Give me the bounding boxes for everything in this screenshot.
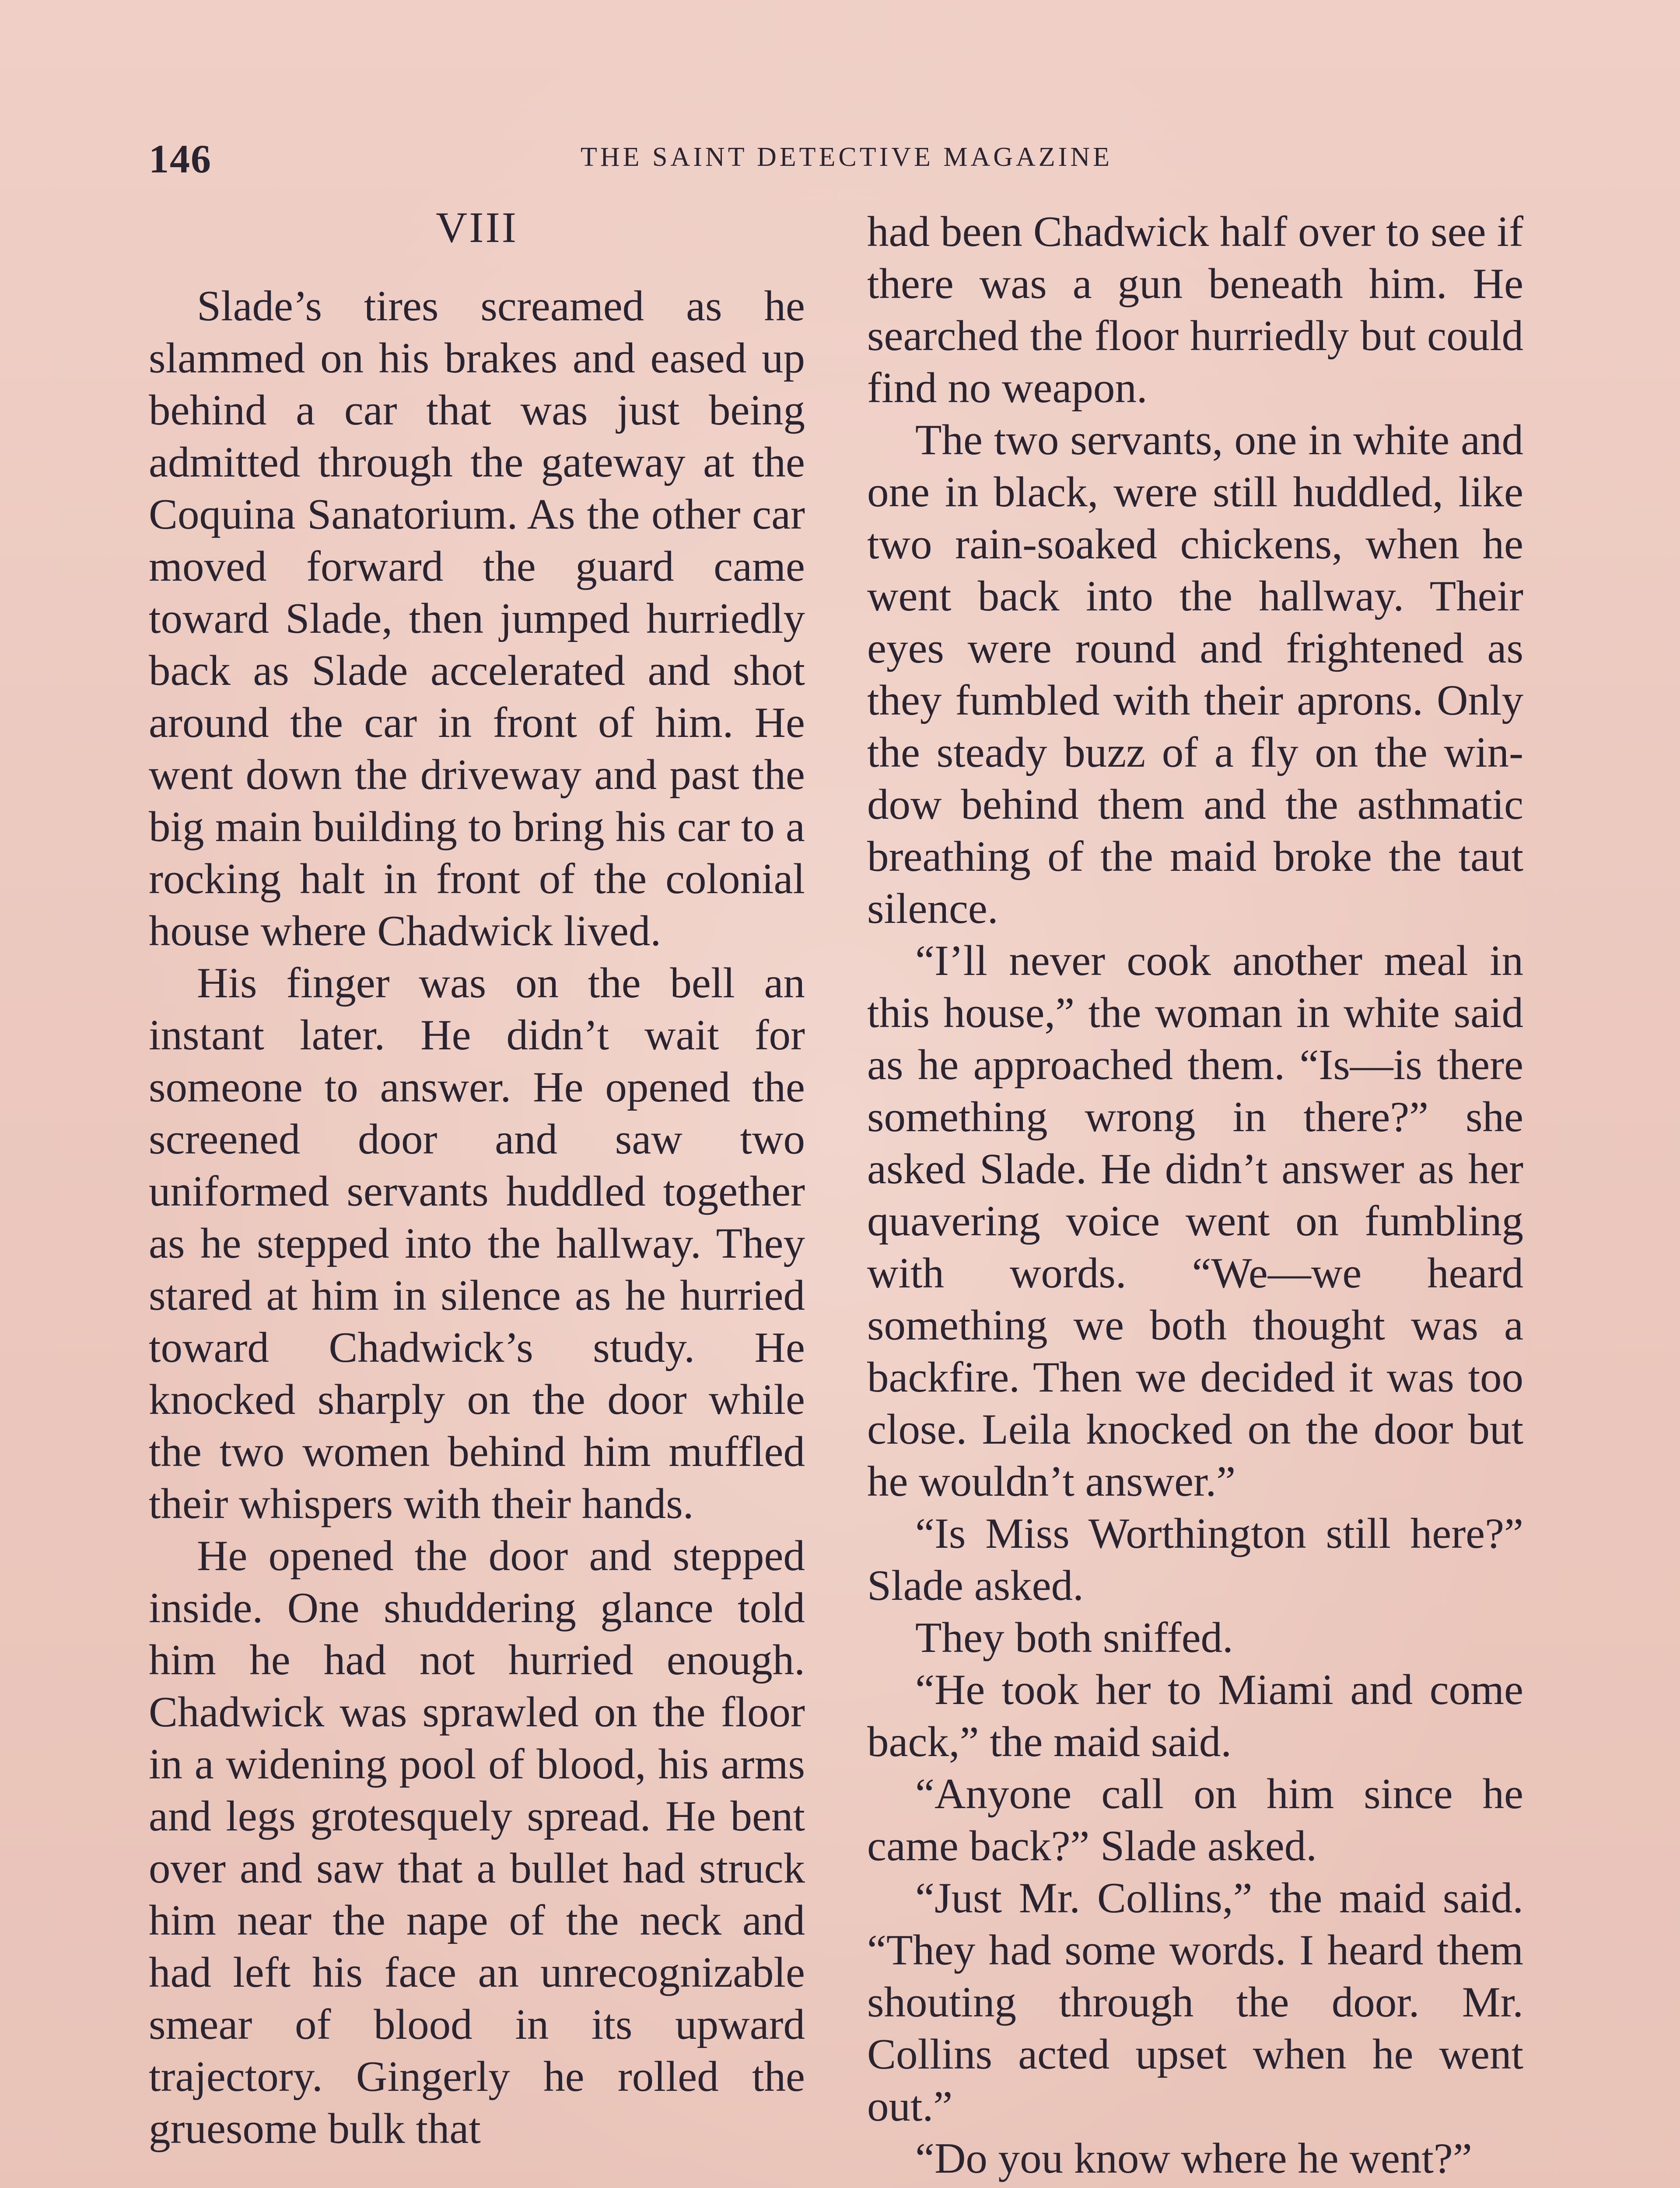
left-column: [149, 203, 805, 2155]
magazine-title: THE SAINT DETECTIVE MAGAZINE: [581, 142, 1113, 172]
page-number: 146: [149, 137, 212, 181]
paragraph: They both sniffed.: [915, 1614, 1233, 1662]
paragraph: “He took her to Miami and come back,” the maid said.: [867, 1666, 1523, 1766]
section-heading: VIII: [435, 203, 518, 252]
paragraph: He opened the door and stepped inside. One shuddering glance told him he had not hurried enough. Chadwick was sprawled on the floor in a widening pool of blood, his arms and legs grotesquely spread. He bent over and saw that a bullet had struck him near the nape of the neck and had left his face an unrecognizable smear of blood in its upward trajectory. Gingerly he rolled the gruesome bulk that: [149, 1532, 805, 2153]
paragraph: Slade’s tires screamed as he slammed on his brakes and eased up behind a car that was just being admitted through the gateway at the Coquina Sanatorium. As the other car moved forward the guard came toward Slade, then jumped hurriedly back as Slade accelerated and shot around the car in front of him. He went down the driveway and past the big main building to bring his car to a rocking halt in front of the colonial house where Chadwick lived.: [149, 282, 805, 955]
paragraph: The two servants, one in white and one in black, were still huddled, like two rain-soaked chickens, when he went back into the hallway. Their eyes were round and frightened as they fumbled with their aprons. Only the steady buzz of a fly on the window behind them and the asthmatic breathing of the maid broke the taut silence.: [867, 416, 1523, 933]
running-head: [149, 136, 1544, 184]
paragraph: “I’ll never cook another meal in this house,” the woman in white said as he approached them. “Is—is there something wrong in there?” she asked Slade. He didn’t answer as her quavering voice went on fumbling with words. “We—we heard something we both thought was a backfire. Then we decided it was too close. Leila knocked on the door but he wouldn’t answer.”: [867, 937, 1523, 1505]
paragraph: “Anyone call on him since he came back?” Slade asked.: [867, 1770, 1523, 1870]
paragraph: “Just Mr. Collins,” the maid said. “They had some words. I heard them shouting through the door. Mr. Collins acted upset when he went out.”: [867, 1874, 1523, 2130]
paragraph: “Do you know where he went?”: [915, 2135, 1472, 2182]
right-column: [867, 206, 1523, 2184]
paragraph-continued: had been Chadwick half over to see if there was a gun beneath him. He searched the floor hurriedly but could find no weapon.: [867, 208, 1523, 412]
paragraph: His finger was on the bell an instant later. He didn’t wait for someone to answer. He opened the screened door and saw two uniformed servants huddled together as he stepped into the hallway. They stared at him in silence as he hurried toward Chadwick’s study. He knocked sharply on the door while the two women behind him muffled their whispers with their hands.: [149, 959, 805, 1528]
paragraph: “Is Miss Worthington still here?” Slade asked.: [867, 1510, 1523, 1609]
